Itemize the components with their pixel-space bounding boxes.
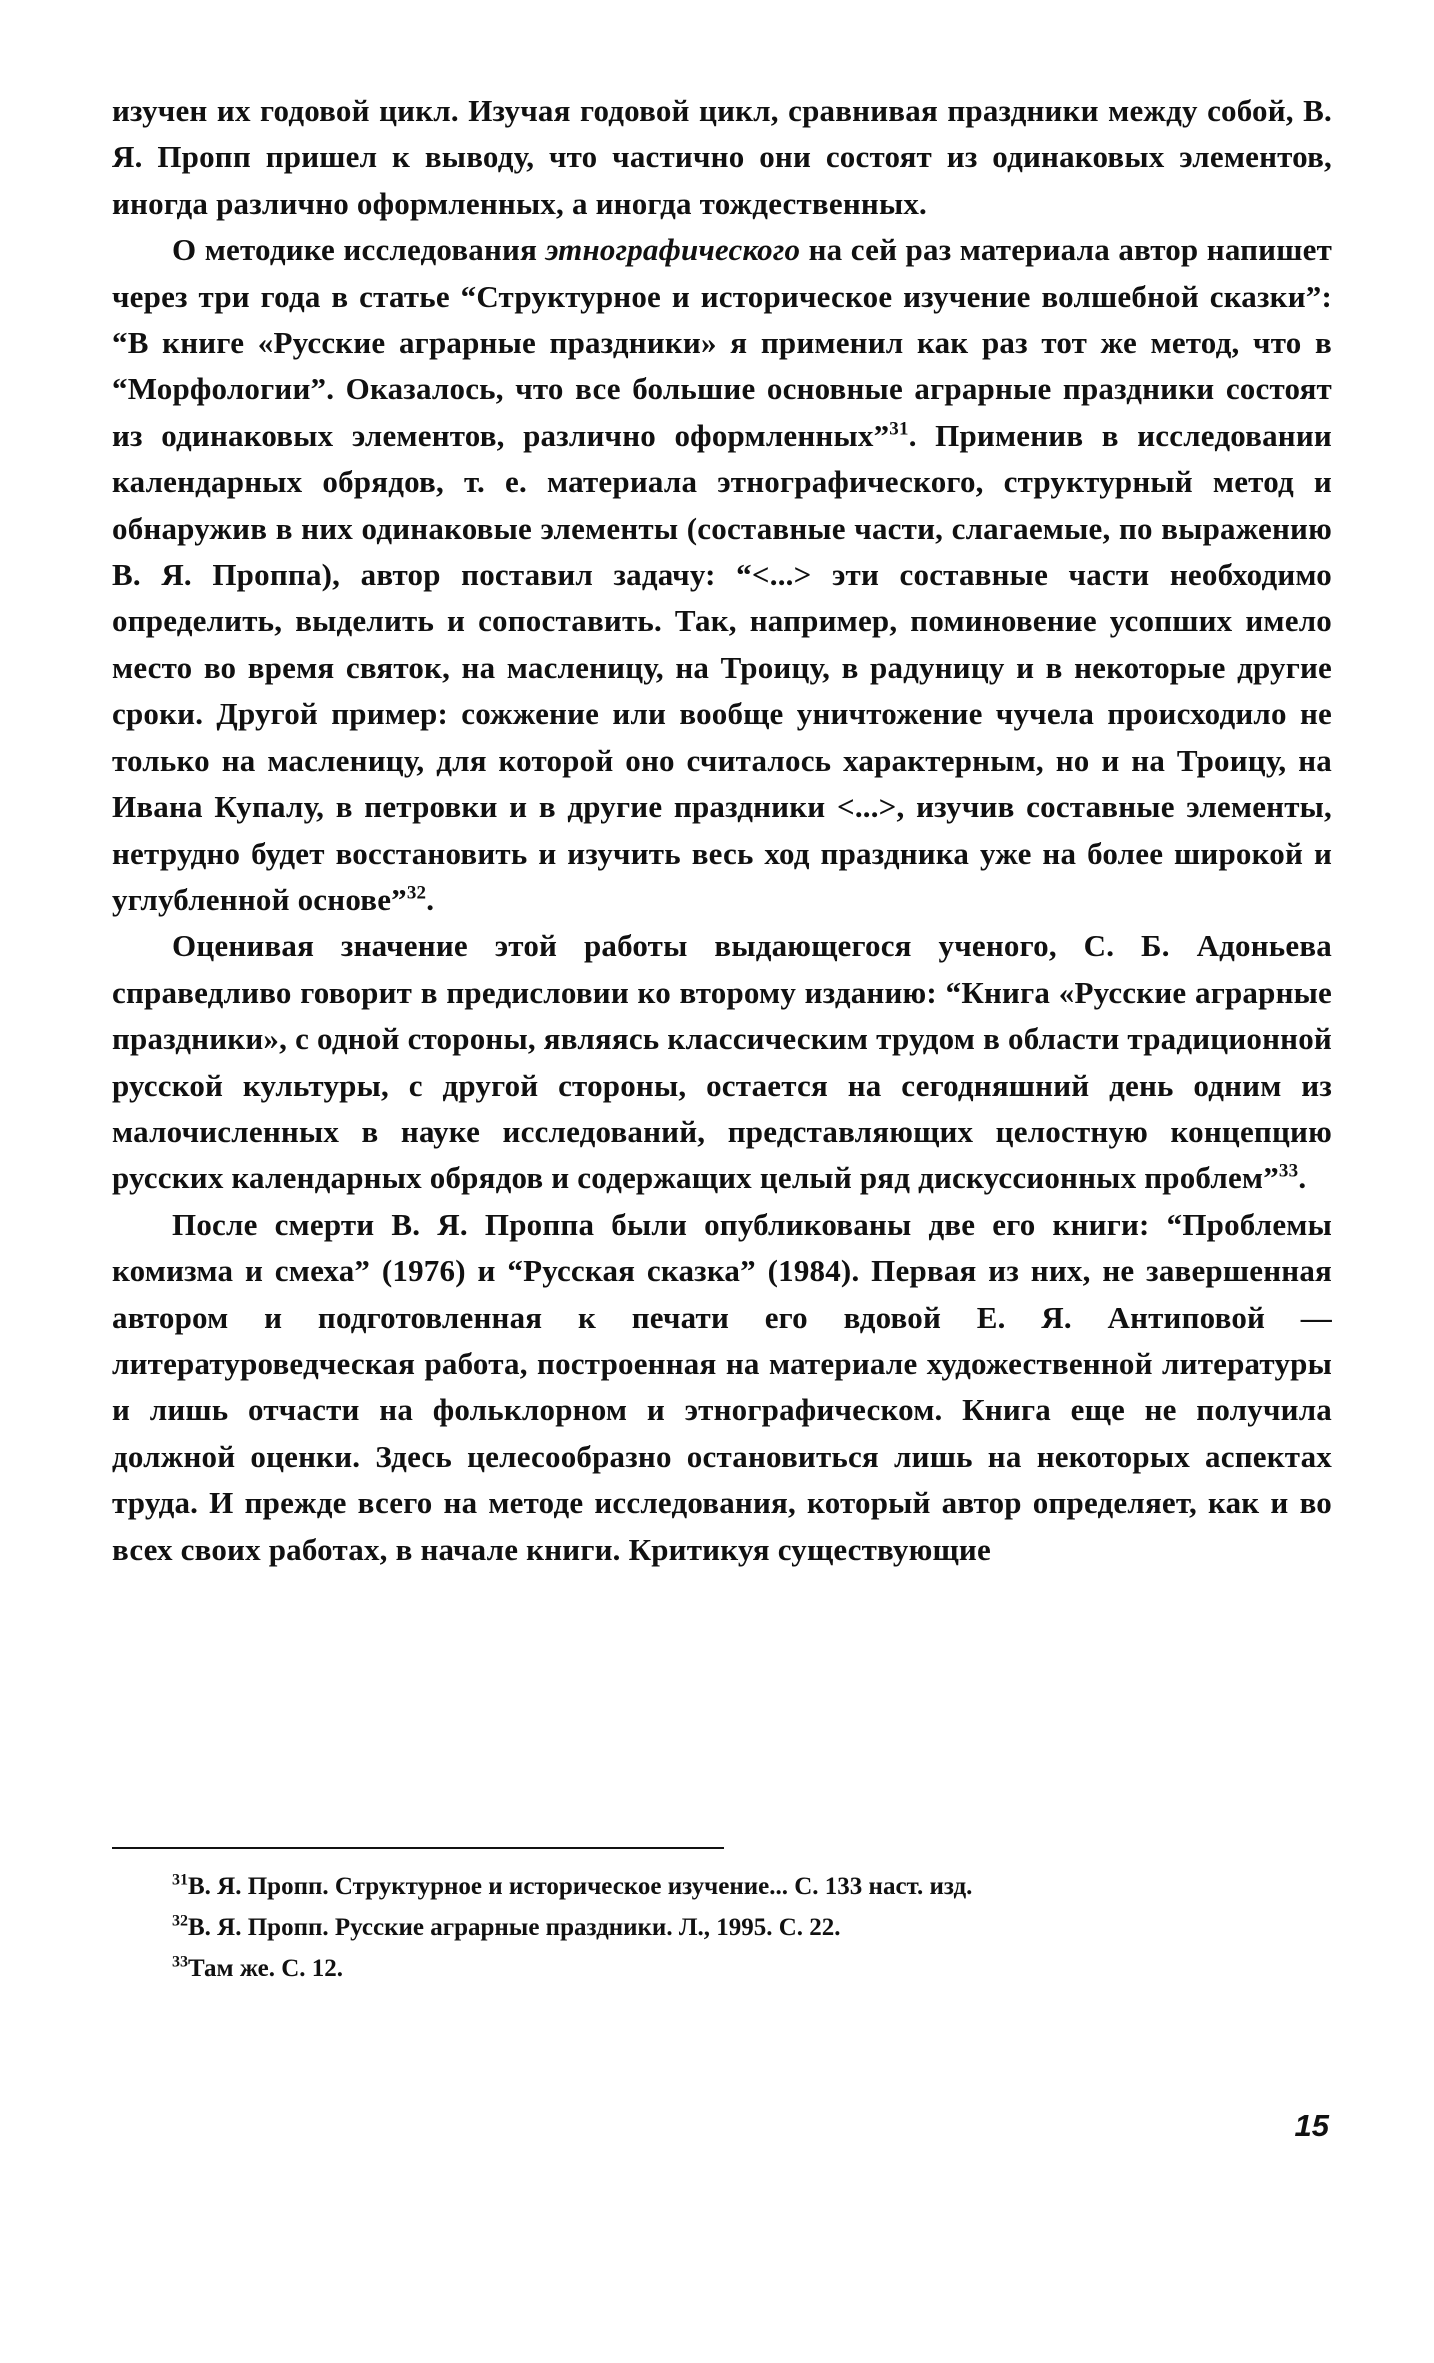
- footnote-ref: 31: [889, 418, 909, 440]
- footnote-text: Там же. С. 12.: [188, 1955, 344, 1982]
- footnote-ref: 32: [406, 882, 427, 904]
- footnote-33: [172, 1948, 1322, 1989]
- footnote-text: В. Я. Пропп. Русские аграрные праздники. Л., 1995. С. 22.: [188, 1914, 841, 1941]
- paragraph-1: [112, 88, 1332, 227]
- footnote-ref: 33: [1278, 1161, 1299, 1183]
- footnote-separator: [112, 1847, 724, 1849]
- footnote-number: 33: [172, 1953, 188, 1971]
- paragraph-4: [112, 1202, 1332, 1573]
- text-run: Оценивая значение этой работы выдающегося ученого, С. Б. Адоньева справедливо говорит в предисловии ко второму изданию: “Книга «Русские аграрные праздники», с одной стороны, являясь классическим трудом в области традиционной русской культуры, с другой стороны, остается на сегодняшний день одним из малочисленных в науке исследований, представляющих целостную концепцию русских календарных обрядов и содержащих целый ряд дискуссионных проблем”: [112, 928, 1332, 1196]
- body-text: [112, 88, 1332, 1573]
- paragraph-2: [112, 227, 1332, 923]
- footnotes: [172, 1866, 1322, 1989]
- emphasized-text: этнографического: [545, 232, 801, 268]
- footnote-text: В. Я. Пропп. Структурное и историческое изучение... С. 133 наст. изд.: [188, 1873, 973, 1900]
- text-run: О методике исследования: [172, 232, 546, 268]
- footnote-32: [172, 1907, 1322, 1948]
- footnote-number: 32: [172, 1912, 188, 1930]
- text-run: . Применив в исследовании календарных обрядов, т. е. материала этнографического, структурный метод и обнаружив в них одинаковые элементы (составные части, слагаемые, по выражению В. Я. Проппа), автор поставил задачу: “<...> эти составные части необходимо определить, выделить и сопоставить. Так, например, поминовение усопших имело место во время святок, на масленицу, на Троицу, в радуницу и в некоторые другие сроки. Другой пример: сожжение или вообще уничтожение чучела происходило не только на масленицу, для которой оно считалось характерным, но и на Троицу, на Ивана Купалу, в петровки и в другие праздники <...>, изучив составные элементы, нетрудно будет восстановить и изучить весь ход праздника уже на более широкой и углубленной основе”: [112, 417, 1332, 917]
- text-run: После смерти В. Я. Проппа были опубликованы две его книги: “Проблемы комизма и смеха” (1976) и “Русская сказка” (1984). Первая из них, не завершенная автором и подготовленная к печати его вдовой Е. Я. Антиповой — литературоведческая работа, построенная на материале художественной литературы и лишь отчасти на фольклорном и этнографическом. Книга еще не получила должной оценки. Здесь целесообразно остановиться лишь на некоторых аспектах труда. И прежде всего на методе исследования, который автор определяет, как и во всех своих работах, в начале книги. Критикуя существующие: [112, 1206, 1332, 1567]
- text-run: .: [426, 881, 435, 917]
- paragraph-3: [112, 923, 1332, 1201]
- page-number: 15: [1294, 2108, 1329, 2143]
- footnote-number: 31: [172, 1871, 188, 1889]
- text-run: .: [1298, 1160, 1307, 1196]
- text-run: изучен их годовой цикл. Изучая годовой цикл, сравнивая праздники между собой, В. Я. Пропп пришел к выводу, что частично они состоят из одинаковых элементов, иногда различно оформленных, а иногда тождественных.: [112, 93, 1332, 221]
- text-run: на сей раз материала автор напишет через три года в статье “Структурное и историческое изучение волшебной сказки”: “В книге «Русские аграрные праздники» я применил как раз тот же метод, что в “Морфологии”. Оказалось, что все большие основные аграрные праздники состоят из одинаковых элементов, различно оформленных”: [112, 232, 1332, 453]
- footnote-31: [172, 1866, 1322, 1907]
